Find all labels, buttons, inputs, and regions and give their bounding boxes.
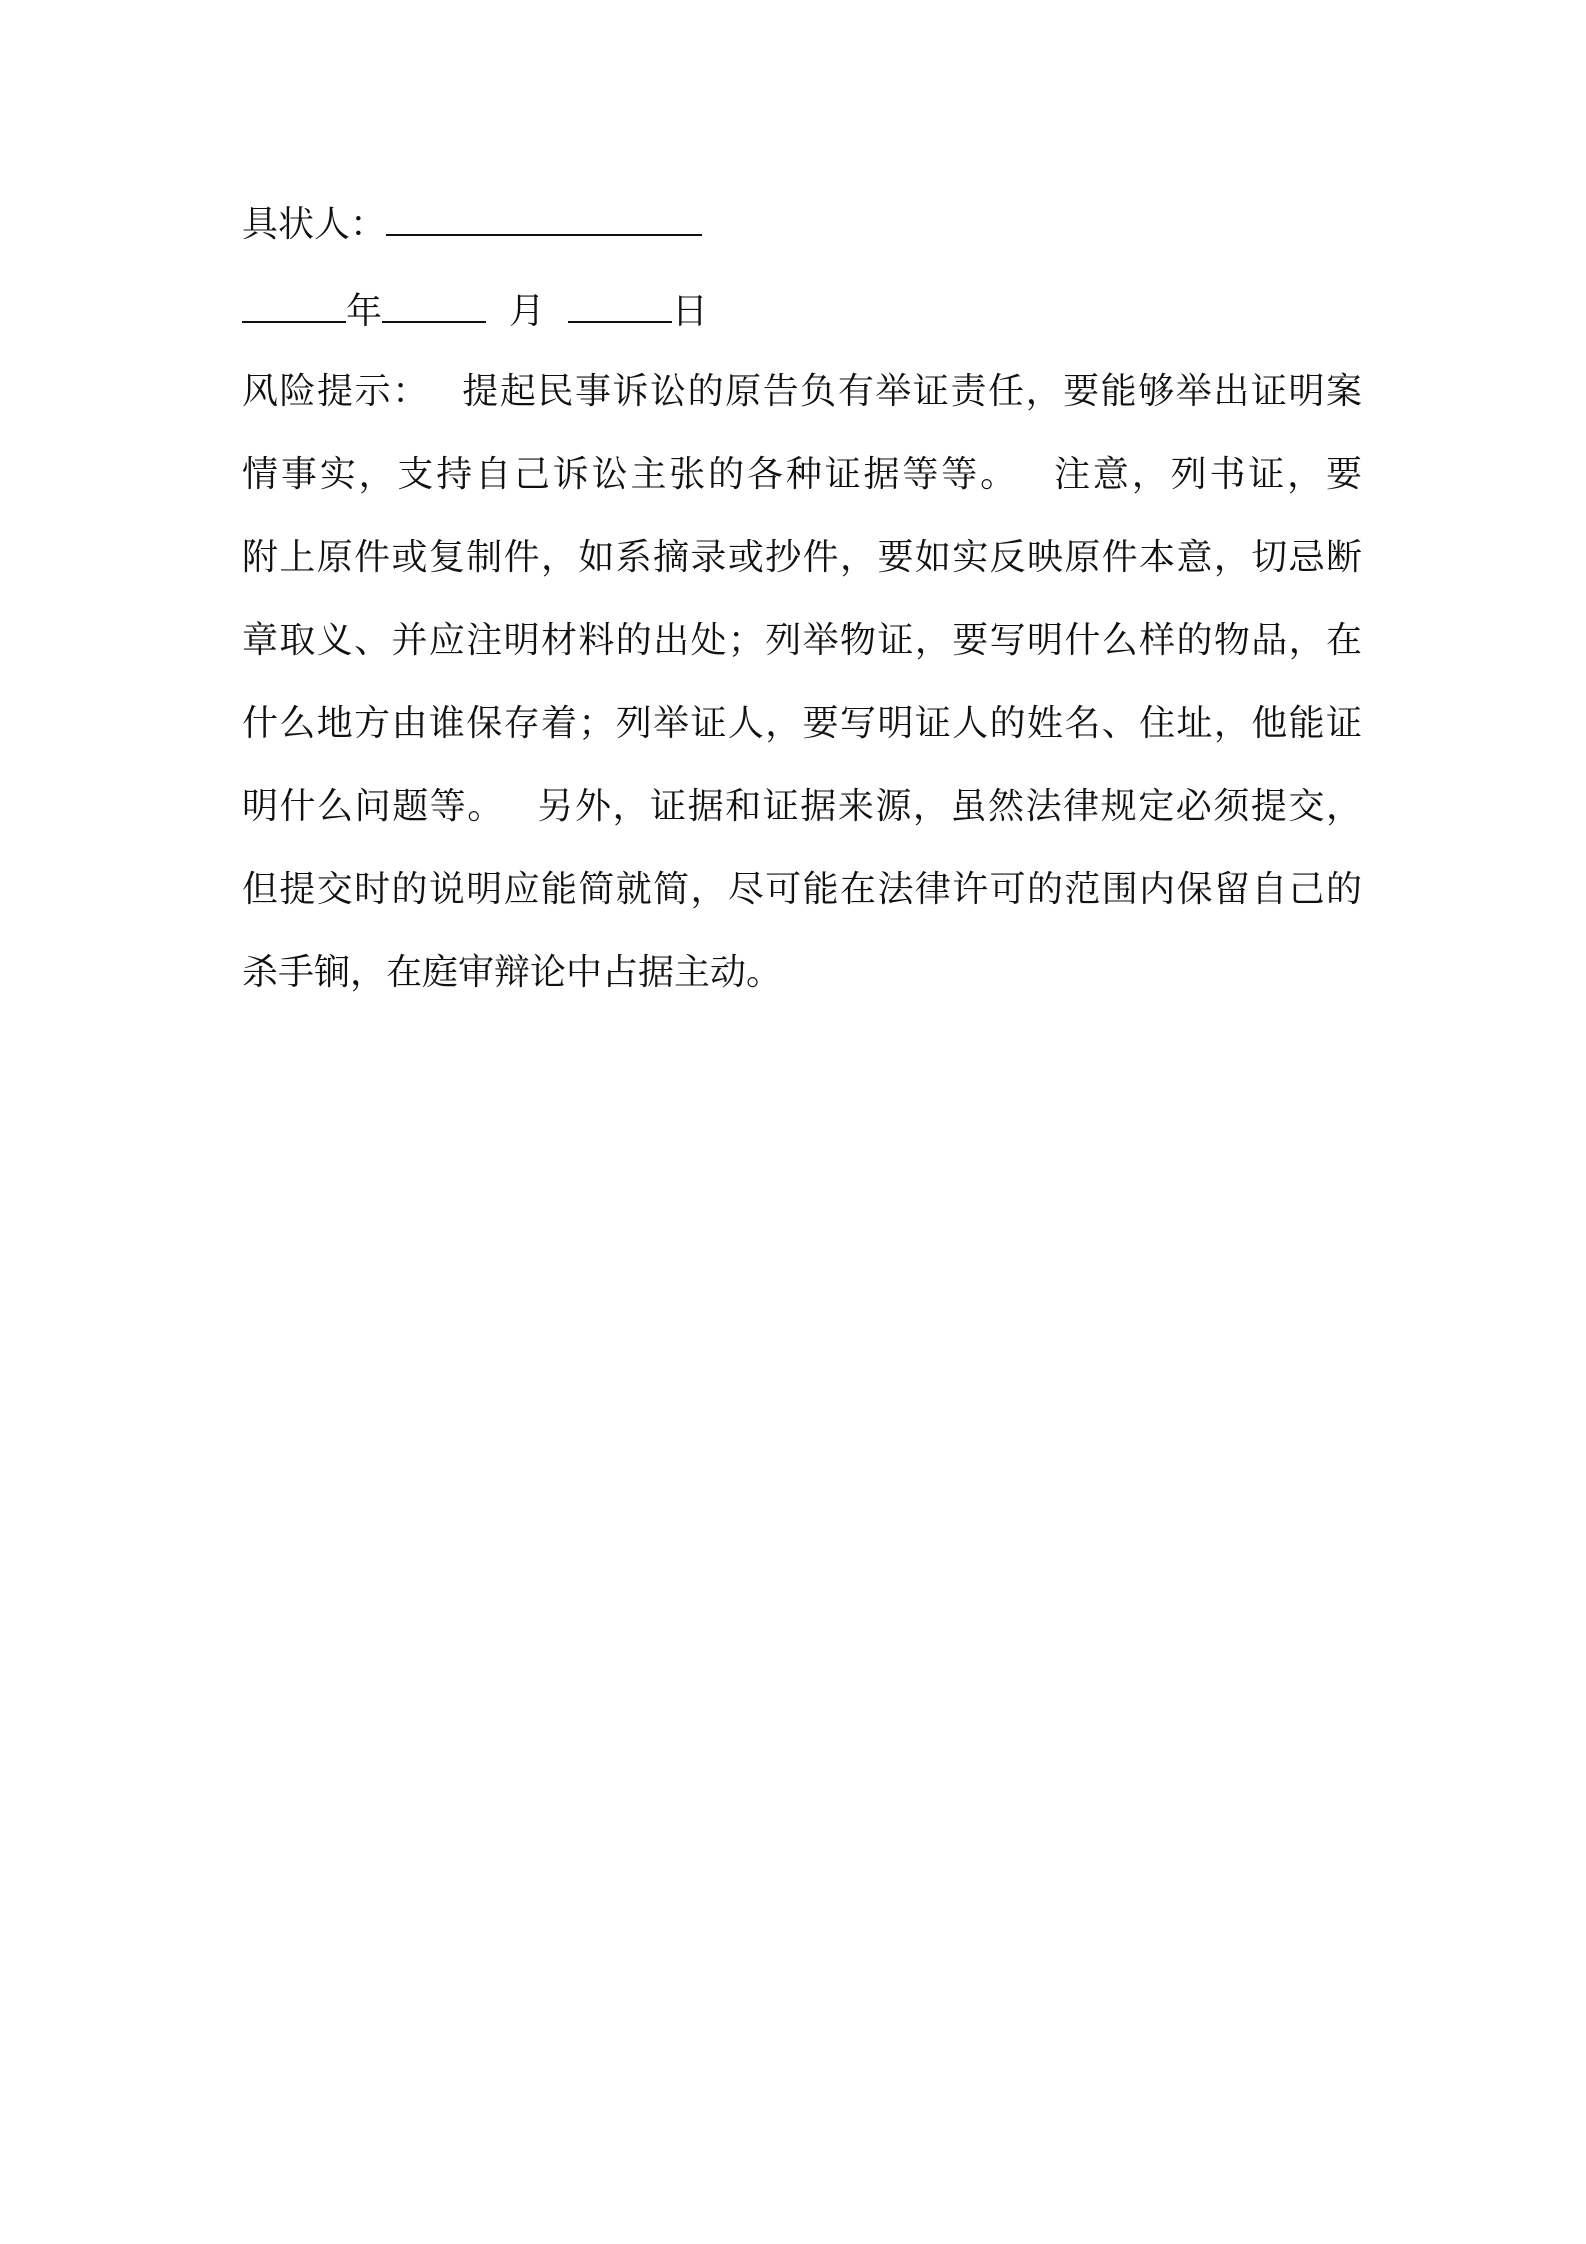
risk-notice <box>242 350 1362 1014</box>
day-label: 日 <box>671 291 708 332</box>
signer-line <box>242 198 1362 249</box>
month-blank <box>382 285 486 323</box>
risk-line: 明什么问题等。 另外，证据和证据来源，虽然法律规定必须提交， <box>242 786 1362 827</box>
risk-line: 但提交时的说明应能简就简，尽可能在法律许可的范围内保留自己的 <box>242 869 1362 910</box>
date-line <box>242 285 1362 336</box>
signer-blank <box>386 198 702 236</box>
risk-line: 章取义、并应注明材料的出处；列举物证，要写明什么样的物品，在 <box>242 620 1362 661</box>
risk-line: 什么地方由谁保存着；列举证人，要写明证人的姓名、住址，他能证 <box>242 703 1362 744</box>
signer-label: 具状人： <box>242 204 387 245</box>
risk-line: 附上原件或复制件，如系摘录或抄件，要如实反映原件本意，切忌断 <box>242 537 1362 578</box>
risk-line: 风险提示： 提起民事诉讼的原告负有举证责任，要能够举出证明案 <box>242 371 1362 412</box>
month-label: 月 <box>508 291 545 332</box>
day-blank <box>568 285 672 323</box>
risk-line: 情事实，支持自己诉讼主张的各种证据等等。 注意，列书证，要 <box>242 454 1362 495</box>
year-blank <box>242 285 346 323</box>
risk-line: 杀手锏，在庭审辩论中占据主动。 <box>242 952 783 993</box>
year-label: 年 <box>346 291 383 332</box>
document-content <box>242 198 1362 1014</box>
